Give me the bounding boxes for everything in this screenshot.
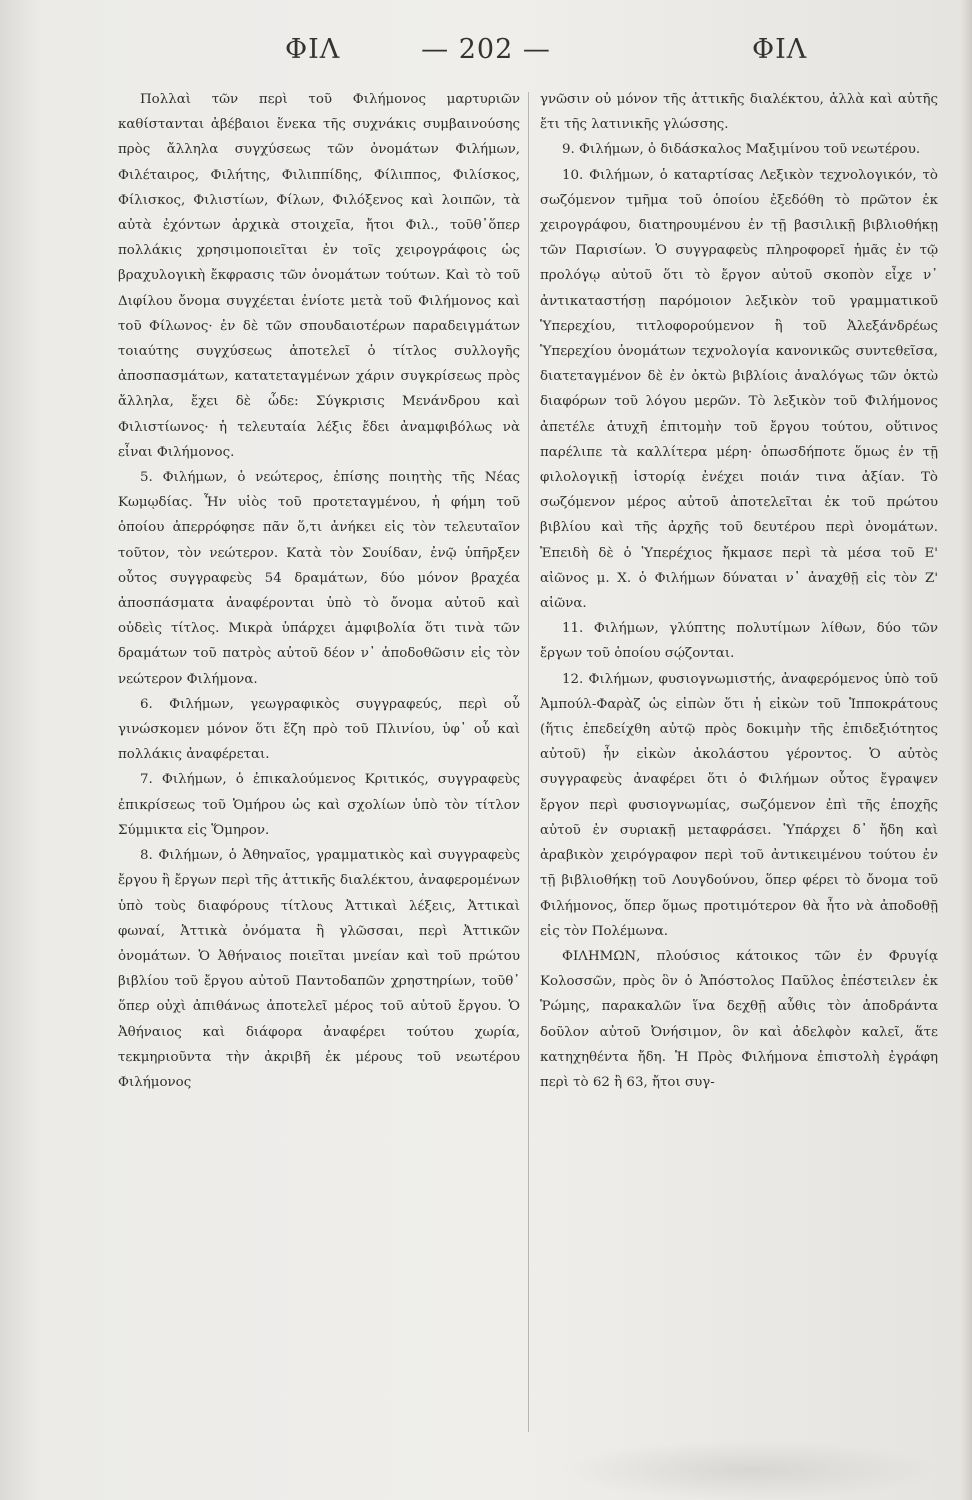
- paragraph: Πολλαὶ τῶν περὶ τοῦ Φιλήμονος μαρτυριῶν καθίστανται ἀβέβαιοι ἕνεκα τῆς συχνάκις συμβαινούσης πρὸς ἄλληλα συγχύσεως τῶν ὀνομάτων Φιλήμων, Φιλέταιρος, Φιλήτης, Φιλιππίδης, Φίλιππος, Φιλίσκος, Φίλισκος, Φιλιστίων, Φίλων, Φιλόξενος καὶ λοιπῶν, τὰ αὐτὰ ἐχόντων ἀρχικὰ στοιχεῖα, ἤτοι Φιλ., τοῦθ᾽ὅπερ πολλάκις χρησιμοποιεῖται ἐν τοῖς χειρογράφοις ὡς βραχυλογικὴ ἔκφρασις τῶν ὀνομάτων τούτων. Καὶ τὸ τοῦ Διφίλου ὄνομα συγχέεται ἐνίοτε μετὰ τοῦ Φιλήμονος καὶ τοῦ Φίλωνος· ἐν δὲ τῶν σπουδαιοτέρων παραδειγμάτων τοιαύτης συγχύσεως ἀποτελεῖ ὁ τίτλος συλλογῆς ἀποσπασμάτων, κατατεταγμένων χάριν συγκρίσεως πρὸς ἄλληλα, ἔχει δὲ ὧδε: Σύγκρισις Μενάνδρου καὶ Φιλιστίωνος· ἡ τελευταία λέξις ἔδει ἀναμφιβόλως νὰ εἶναι Φιλήμονος.: [118, 92, 520, 460]
- header-right-guideword: ΦΙΛ: [752, 34, 808, 65]
- page-header: [0, 28, 972, 78]
- right-column: [540, 87, 938, 1460]
- header-left-guideword: ΦΙΛ: [285, 34, 341, 65]
- left-column: [118, 87, 520, 1460]
- paragraph: 7. Φιλήμων, ὁ ἐπικαλούμενος Κριτικός, συγγραφεὺς ἐπικρίσεως τοῦ Ὁμήρου ὡς καὶ σχολίων ὑπὸ τὸν τίτλον Σύμμικτα εἰς Ὅμηρον.: [118, 772, 520, 838]
- paragraph: 9. Φιλήμων, ὁ διδάσκαλος Μαξιμίνου τοῦ νεωτέρου.: [562, 142, 921, 158]
- paragraph: 6. Φιλήμων, γεωγραφικὸς συγγραφεύς, περὶ οὗ γινώσκομεν μόνον ὅτι ἔζη πρὸ τοῦ Πλινίου, ὑφ᾽ οὗ καὶ πολλάκις ἀναφέρεται.: [118, 696, 520, 763]
- watermark-stain: [560, 1440, 940, 1500]
- paragraph: 5. Φιλήμων, ὁ νεώτερος, ἐπίσης ποιητὴς τῆς Νέας Κωμῳδίας. Ἦν υἱὸς τοῦ προτεταγμένου, ἡ φήμη τοῦ ὁποίου ἀπερρόφησε πᾶν ὅ,τι ἀνήκει εἰς τὸν τελευταῖον τοῦτον, τὸν νεώτερον. Κατὰ τὸν Σουίδαν, ἐνῷ ὑπῆρξεν οὗτος συγγραφεὺς 54 δραμάτων, δύο μόνον βραχέα ἀποσπάσματα ἀναφέρονται ὑπὸ τὸ ὄνομα αὐτοῦ καὶ οὐδεὶς τίτλος. Μικρὰ ὑπάρχει ἀμφιβολία ὅτι τινὰ τῶν δραμάτων τοῦ πατρὸς αὐτοῦ δέον ν᾽ ἀποδοθῶσιν εἰς τὸν νεώτερον Φιλήμονα.: [118, 470, 520, 687]
- paragraph: 11. Φιλήμων, γλύπτης πολυτίμων λίθων, δύο τῶν ἔργων τοῦ ὁποίου σῴζονται.: [540, 621, 938, 662]
- page-number: — 202 —: [421, 34, 551, 65]
- paragraph: 10. Φιλήμων, ὁ καταρτίσας Λεξικὸν τεχνολογικόν, τὸ σωζόμενον τμῆμα τοῦ ὁποίου ἐξεδόθη τὸ πρῶτον ἐκ χειρογράφου, διατηρουμένου ἐν τῇ βασιλικῇ βιβλιοθήκῃ τῶν Παρισίων. Ὁ συγγραφεὺς πληροφορεῖ ἡμᾶς ἐν τῷ προλόγῳ αὐτοῦ ὅτι τὸ ἔργον αὐτοῦ σκοπὸν εἶχε ν᾽ ἀντικαταστήσῃ παρόμοιον λεξικὸν τοῦ γραμματικοῦ Ὑπερεχίου, τιτλοφορούμενον ἢ τοῦ Ἀλεξάνδρέως Ὑπερεχίου ὀνομάτων τεχνολογία κανονικῶς συντεθεῖσα, διατεταγμένον δὲ ἐν ὀκτὼ βιβλίοις ἀναλόγως τῶν ὀκτὼ διαφόρων τοῦ λόγου μερῶν. Τὸ λεξικὸν τοῦ Φιλήμονος ἀπετέλε ἀτυχῆ ἐπιτομὴν τοῦ ἔργου τούτου, οὕτινος παρέλιπε τὰ καλλίτερα μέρη· ὁπωσδήποτε ὅμως ἐν τῇ φιλολογικῇ ἱστορίᾳ ἐνέχει ποιάν τινα ἀξίαν. Τὸ σωζόμενον μέρος αὐτοῦ ἀποτελεῖται ἐκ τοῦ πρώτου βιβλίου καὶ τῆς ἀρχῆς τοῦ δευτέρου περὶ ὀνομάτων. Ἐπειδὴ δὲ ὁ Ὑπερέχιος ἤκμασε περὶ τὰ μέσα τοῦ Ε' αἰῶνος μ. Χ. ὁ Φιλήμων δύναται ν᾽ ἀναχθῇ εἰς τὸν Ζ' αἰῶνα.: [540, 167, 938, 612]
- paragraph: 8. Φιλήμων, ὁ Ἀθηναῖος, γραμματικὸς καὶ συγγραφεὺς ἔργου ἢ ἔργων περὶ τῆς ἀττικῆς διαλέκτου, ἀναφερομένων ὑπὸ τοὺς διαφόρους τίτλους Ἀττικαὶ λέξεις, Ἀττικαὶ φωναί, Ἀττικὰ ὀνόματα ἢ γλῶσσαι, περὶ Ἀττικῶν ὀνομάτων. Ὁ Ἀθήναιος ποιεῖται μνείαν καὶ τοῦ πρώτου βιβλίου τοῦ ἔργου αὐτοῦ Παντοδαπῶν χρηστηρίων, τοῦθ᾽ ὅπερ οὐχὶ ἀπιθάνως ἀποτελεῖ μέρος τοῦ αὐτοῦ ἔργου. Ὁ Ἀθήναιος καὶ διάφορα ἀναφέρει τούτου χωρία, τεκμηριοῦντα τὴν ἀκριβῆ ἐκ μέρους τοῦ νεωτέρου Φιλήμονος: [118, 848, 520, 1090]
- paragraph: ΦΙΛΗΜΩΝ, πλούσιος κάτοικος τῶν ἐν Φρυγίᾳ Κολοσσῶν, πρὸς ὃν ὁ Ἀπόστολος Παῦλος ἐπέστειλεν ἐκ Ῥώμης, παρακαλῶν ἵνα δεχθῇ αὖθις τὸν ἀποδράντα δοῦλον αὐτοῦ Ὀνήσιμον, ὃν καὶ ἀδελφὸν καλεῖ, ἅτε κατηχηθέντα ἤδη. Ἡ Πρὸς Φιλήμονα ἐπιστολὴ ἐγράφη περὶ τὸ 62 ἢ 63, ἤτοι συγ-: [540, 948, 938, 1090]
- column-divider: [528, 92, 529, 1432]
- paragraph: γνῶσιν οὐ μόνον τῆς ἀττικῆς διαλέκτου, ἀλλὰ καὶ αὐτῆς ἔτι τῆς λατινικῆς γλώσσης.: [540, 92, 938, 133]
- paragraph: 12. Φιλήμων, φυσιογνωμιστής, ἀναφερόμενος ὑπὸ τοῦ Ἀμπούλ-Φαρὰζ ὡς εἰπὼν ὅτι ἡ εἰκὼν τοῦ Ἱπποκράτους (ἥτις ἐπεδείχθη αὐτῷ πρὸς δοκιμὴν τῆς ἐπιδεξιότητος αὐτοῦ) ἦν εἰκὼν ἀκολάστου γέροντος. Ὁ αὐτὸς συγγραφεὺς ἀναφέρει ὅτι ὁ Φιλήμων οὗτος ἔγραψεν ἔργον περὶ φυσιογνωμίας, σωζόμενον ἐπὶ τῆς ἐποχῆς αὐτοῦ ἐν συριακῇ μεταφράσει. Ὑπάρχει δ᾽ ἤδη καὶ ἀραβικὸν χειρόγραφον περὶ τοῦ ἀντικειμένου τούτου ἐν τῇ βιβλιοθήκῃ τοῦ Λουγδούνου, ὅπερ φέρει τὸ ὄνομα τοῦ Φιλήμονος, ὅπερ ὅμως προτιμότερον θὰ ἦτο νὰ ἀποδοθῇ εἰς τὸν Πολέμωνα.: [540, 671, 938, 939]
